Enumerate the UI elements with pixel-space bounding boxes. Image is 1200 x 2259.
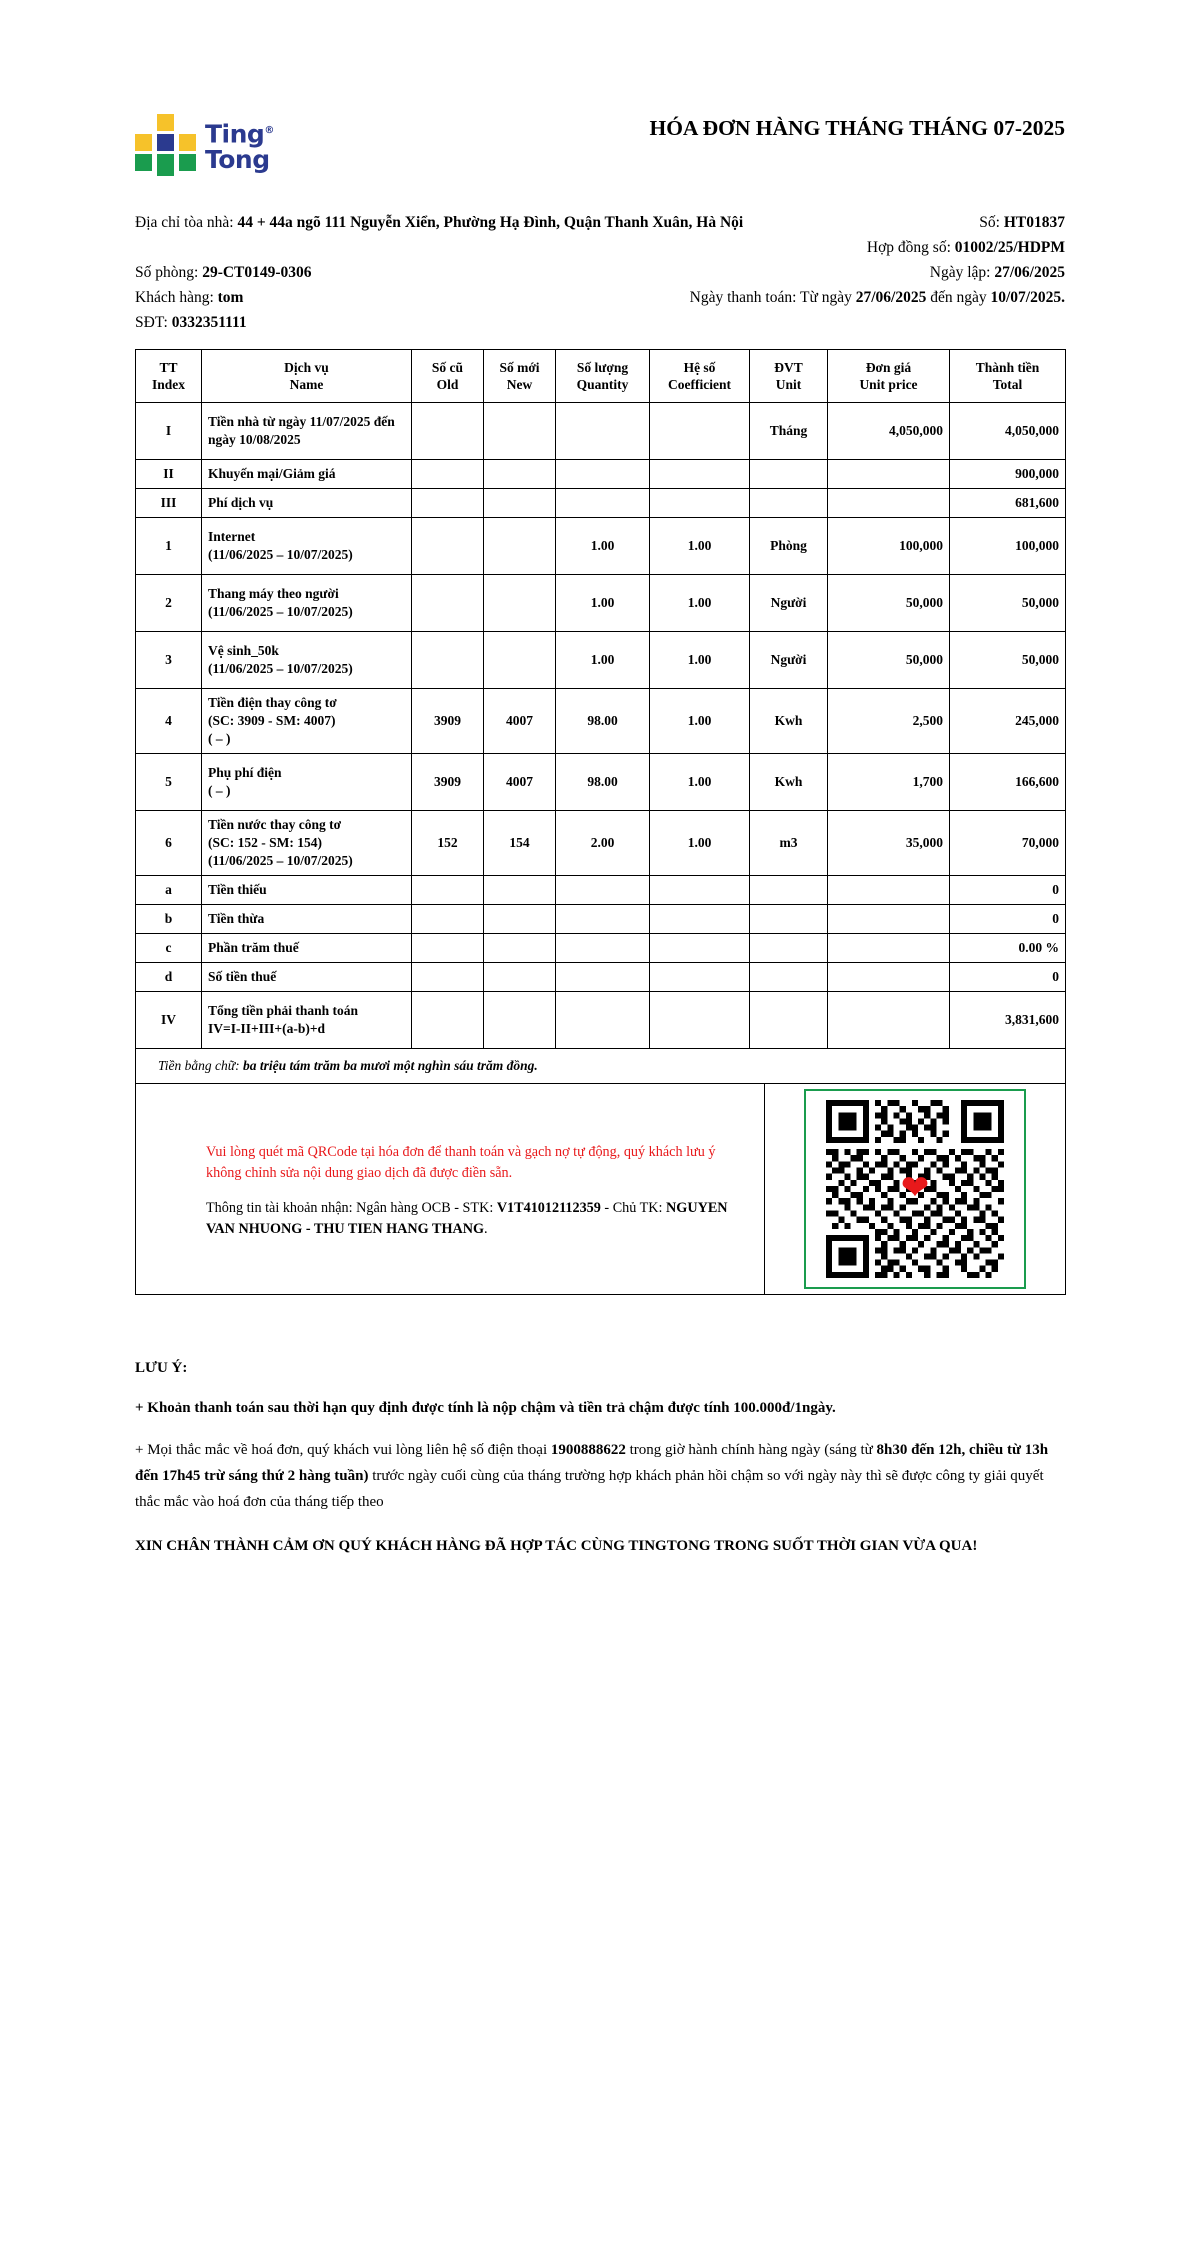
cell-unit xyxy=(750,963,828,992)
hotline-number: 1900888622 xyxy=(550,1442,626,1458)
thanks-message: XIN CHÂN THÀNH CẢM ƠN QUÝ KHÁCH HÀNG ĐÃ HỢP TÁC CÙNG TINGTONG TRONG SUỐT THỜI GIAN VỪA QUA! xyxy=(135,1538,978,1554)
cell-old xyxy=(412,992,484,1049)
cell-total: 900,000 xyxy=(950,460,1066,489)
contract-line xyxy=(867,235,1065,260)
cell-quantity xyxy=(556,460,650,489)
cell-unit-price: 4,050,000 xyxy=(828,403,950,460)
phone-line xyxy=(135,310,247,335)
office-hours: 8h30 đến 12h, chiều từ 13h đến 17h45 trừ sáng thứ 2 hàng tuần) xyxy=(135,1442,1049,1484)
cell-coefficient xyxy=(650,403,750,460)
notes-heading: LƯU Ý: xyxy=(135,1360,188,1376)
cell-index: c xyxy=(136,934,202,963)
cell-old: 3909 xyxy=(412,689,484,754)
cell-unit: Phòng xyxy=(750,518,828,575)
created-value: 27/06/2025 xyxy=(994,264,1065,281)
col-name: Dịch vụ Name xyxy=(202,350,412,403)
cell-quantity xyxy=(556,992,650,1049)
page-title: HÓA ĐƠN HÀNG THÁNG THÁNG 07-2025 xyxy=(649,116,1065,140)
cell-coefficient xyxy=(650,876,750,905)
customer-label: Khách hàng: xyxy=(135,289,214,306)
cell-total: 0 xyxy=(950,905,1066,934)
cell-name: Tiền thừa xyxy=(202,905,412,934)
account-prefix: Thông tin tài khoản nhận: Ngân hàng OCB - STK: xyxy=(206,1200,494,1216)
cell-new xyxy=(484,518,556,575)
cell-total: 100,000 xyxy=(950,518,1066,575)
cell-unit: Kwh xyxy=(750,754,828,811)
created-label: Ngày lập: xyxy=(929,264,991,281)
cell-name: Internet (11/06/2025 – 10/07/2025) xyxy=(202,518,412,575)
cell-name: Tiền điện thay công tơ (SC: 3909 - SM: 4007) ( – ) xyxy=(202,689,412,754)
table-row xyxy=(136,934,1066,963)
cell-index: II xyxy=(136,460,202,489)
registered-mark: ® xyxy=(264,125,274,137)
col-index: TT Index xyxy=(136,350,202,403)
col-quantity: Số lượng Quantity xyxy=(556,350,650,403)
payment-info xyxy=(136,1084,764,1294)
table-row xyxy=(136,689,1066,754)
cell-quantity xyxy=(556,905,650,934)
cell-unit: Tháng xyxy=(750,403,828,460)
cell-index: 3 xyxy=(136,632,202,689)
qr-container xyxy=(764,1084,1065,1294)
invoice-meta xyxy=(135,210,1065,335)
notes-section xyxy=(135,1355,1065,1560)
note-line-1: + Khoản thanh toán sau thời hạn quy định được tính là nộp chậm và tiền trả chậm được tính 100.000đ/1ngày. xyxy=(135,1400,836,1416)
col-unit-price: Đơn giá Unit price xyxy=(828,350,950,403)
cell-unit-price: 1,700 xyxy=(828,754,950,811)
cell-unit xyxy=(750,460,828,489)
cell-unit-price xyxy=(828,934,950,963)
cell-coefficient: 1.00 xyxy=(650,632,750,689)
cell-coefficient: 1.00 xyxy=(650,575,750,632)
table-row xyxy=(136,992,1066,1049)
qr-code-icon[interactable] xyxy=(826,1100,1004,1278)
cell-unit-price: 50,000 xyxy=(828,632,950,689)
cell-old xyxy=(412,489,484,518)
cell-old xyxy=(412,575,484,632)
col-new: Số mới New xyxy=(484,350,556,403)
amount-in-words-value: ba triệu tám trăm ba mươi một nghìn sáu trăm đồng. xyxy=(242,1058,538,1073)
invoice-no-line xyxy=(979,210,1065,235)
cell-quantity xyxy=(556,876,650,905)
cell-unit xyxy=(750,489,828,518)
room-value: 29-CT0149-0306 xyxy=(202,264,312,281)
account-mid: - Chủ TK: xyxy=(604,1200,663,1216)
payment-row xyxy=(136,1084,1066,1295)
cell-new xyxy=(484,489,556,518)
payment-date-label: Ngày thanh toán: Từ ngày xyxy=(689,289,852,306)
cell-coefficient xyxy=(650,963,750,992)
room-label: Số phòng: xyxy=(135,264,199,281)
cell-name: Thang máy theo người (11/06/2025 – 10/07/2025) xyxy=(202,575,412,632)
cell-name: Tiền nhà từ ngày 11/07/2025 đến ngày 10/08/2025 xyxy=(202,403,412,460)
qr-note: Vui lòng quét mã QRCode tại hóa đơn để thanh toán và gạch nợ tự động, quý khách lưu ý không chỉnh sửa nội dung giao dịch đã được điền sẵn. xyxy=(206,1144,716,1181)
cell-quantity: 2.00 xyxy=(556,811,650,876)
table-row xyxy=(136,905,1066,934)
payment-date-to: 10/07/2025. xyxy=(990,289,1065,306)
room-line xyxy=(135,260,312,285)
payment-date-mid: đến ngày xyxy=(930,289,987,306)
table-row xyxy=(136,489,1066,518)
cell-old xyxy=(412,460,484,489)
brand-logo xyxy=(135,100,274,176)
cell-unit xyxy=(750,905,828,934)
cell-coefficient: 1.00 xyxy=(650,518,750,575)
cell-index: b xyxy=(136,905,202,934)
phone-label: SĐT: xyxy=(135,314,168,331)
cell-coefficient xyxy=(650,992,750,1049)
note-line-2c: trước ngày cuối cùng của tháng trường hợp khách phản hồi chậm so với ngày này thì sẽ được công ty giải quyết thắc mắc vào hoá đơn của tháng tiếp theo xyxy=(135,1468,1044,1510)
cell-index: IV xyxy=(136,992,202,1049)
cell-unit-price xyxy=(828,876,950,905)
table-row xyxy=(136,754,1066,811)
cell-total: 3,831,600 xyxy=(950,992,1066,1049)
cell-name: Phụ phí điện ( – ) xyxy=(202,754,412,811)
cell-quantity: 1.00 xyxy=(556,632,650,689)
table-row xyxy=(136,876,1066,905)
address-value: 44 + 44a ngõ 111 Nguyễn Xiển, Phường Hạ Đình, Quận Thanh Xuân, Hà Nội xyxy=(237,214,744,231)
cell-unit: Người xyxy=(750,575,828,632)
table-row xyxy=(136,518,1066,575)
account-suffix: . xyxy=(484,1221,488,1237)
cell-old xyxy=(412,632,484,689)
cell-total: 245,000 xyxy=(950,689,1066,754)
cell-new: 154 xyxy=(484,811,556,876)
cell-index: 4 xyxy=(136,689,202,754)
cell-new xyxy=(484,460,556,489)
brand-name-line2: Tong xyxy=(205,144,270,174)
cell-unit-price: 35,000 xyxy=(828,811,950,876)
invoice-no-label: Số: xyxy=(979,214,1000,231)
cell-unit: Người xyxy=(750,632,828,689)
cell-new: 4007 xyxy=(484,689,556,754)
cell-new xyxy=(484,575,556,632)
cell-name: Tổng tiền phải thanh toán IV=I-II+III+(a-b)+d xyxy=(202,992,412,1049)
cell-name: Vệ sinh_50k (11/06/2025 – 10/07/2025) xyxy=(202,632,412,689)
account-info xyxy=(206,1198,746,1240)
col-unit: ĐVT Unit xyxy=(750,350,828,403)
tingtong-logo-icon xyxy=(135,114,197,176)
cell-index: a xyxy=(136,876,202,905)
cell-total: 50,000 xyxy=(950,632,1066,689)
cell-unit-price xyxy=(828,905,950,934)
cell-coefficient: 1.00 xyxy=(650,811,750,876)
cell-unit xyxy=(750,934,828,963)
cell-unit-price xyxy=(828,992,950,1049)
invoice-table xyxy=(135,349,1066,1295)
cell-quantity xyxy=(556,934,650,963)
cell-new xyxy=(484,934,556,963)
cell-unit-price xyxy=(828,489,950,518)
cell-coefficient: 1.00 xyxy=(650,754,750,811)
col-old: Số cũ Old xyxy=(412,350,484,403)
cell-quantity: 98.00 xyxy=(556,689,650,754)
address-line xyxy=(135,210,743,235)
cell-unit-price: 100,000 xyxy=(828,518,950,575)
cell-index: 1 xyxy=(136,518,202,575)
cell-index: 2 xyxy=(136,575,202,632)
cell-new: 4007 xyxy=(484,754,556,811)
cell-old xyxy=(412,905,484,934)
cell-coefficient: 1.00 xyxy=(650,689,750,754)
cell-quantity xyxy=(556,403,650,460)
table-row xyxy=(136,811,1066,876)
cell-name: Phần trăm thuế xyxy=(202,934,412,963)
cell-index: d xyxy=(136,963,202,992)
contract-label: Hợp đồng số: xyxy=(866,239,951,256)
cell-quantity: 1.00 xyxy=(556,518,650,575)
amount-in-words-label: Tiền bằng chữ: xyxy=(158,1058,240,1073)
invoice-no-value: HT01837 xyxy=(1003,214,1065,231)
cell-index: I xyxy=(136,403,202,460)
account-holder: NGUYEN VAN NHUONG - THU TIEN HANG THANG xyxy=(206,1200,728,1237)
amount-in-words-row xyxy=(136,1049,1066,1084)
cell-name: Khuyến mại/Giảm giá xyxy=(202,460,412,489)
cell-total: 0.00 % xyxy=(950,934,1066,963)
col-coefficient: Hệ số Coefficient xyxy=(650,350,750,403)
cell-new xyxy=(484,963,556,992)
cell-total: 0 xyxy=(950,876,1066,905)
cell-unit-price: 2,500 xyxy=(828,689,950,754)
customer-value: tom xyxy=(217,289,244,306)
cell-old: 152 xyxy=(412,811,484,876)
cell-total: 166,600 xyxy=(950,754,1066,811)
cell-total: 4,050,000 xyxy=(950,403,1066,460)
cell-coefficient xyxy=(650,489,750,518)
cell-new xyxy=(484,905,556,934)
cell-old xyxy=(412,934,484,963)
cell-quantity xyxy=(556,963,650,992)
table-body xyxy=(136,403,1066,1049)
cell-unit: Kwh xyxy=(750,689,828,754)
brand-name-line1: Ting xyxy=(205,119,265,149)
cell-quantity: 1.00 xyxy=(556,575,650,632)
cell-total: 0 xyxy=(950,963,1066,992)
col-total: Thành tiền Total xyxy=(950,350,1066,403)
cell-unit: m3 xyxy=(750,811,828,876)
cell-unit-price xyxy=(828,963,950,992)
cell-coefficient xyxy=(650,905,750,934)
cell-unit-price xyxy=(828,460,950,489)
cell-coefficient xyxy=(650,460,750,489)
cell-new xyxy=(484,876,556,905)
table-header-row xyxy=(136,350,1066,403)
cell-name: Tiền thiếu xyxy=(202,876,412,905)
cell-new xyxy=(484,403,556,460)
cell-unit xyxy=(750,992,828,1049)
cell-quantity: 98.00 xyxy=(556,754,650,811)
contract-value: 01002/25/HDPM xyxy=(954,239,1065,256)
cell-old: 3909 xyxy=(412,754,484,811)
invoice-header xyxy=(135,100,1065,176)
note-line-2a: + Mọi thắc mắc về hoá đơn, quý khách vui lòng liên hệ số điện thoại xyxy=(135,1442,548,1458)
cell-name: Tiền nước thay công tơ (SC: 152 - SM: 154) (11/06/2025 – 10/07/2025) xyxy=(202,811,412,876)
note-line-2 xyxy=(135,1437,1065,1515)
cell-index: 6 xyxy=(136,811,202,876)
payment-date-from: 27/06/2025 xyxy=(855,289,927,306)
cell-index: 5 xyxy=(136,754,202,811)
cell-name: Phí dịch vụ xyxy=(202,489,412,518)
address-label: Địa chỉ tòa nhà: xyxy=(135,214,234,231)
cell-coefficient xyxy=(650,934,750,963)
table-row xyxy=(136,403,1066,460)
created-line xyxy=(930,260,1065,285)
cell-total: 681,600 xyxy=(950,489,1066,518)
cell-unit-price: 50,000 xyxy=(828,575,950,632)
table-row xyxy=(136,575,1066,632)
cell-name: Số tiền thuế xyxy=(202,963,412,992)
cell-unit xyxy=(750,876,828,905)
table-row xyxy=(136,632,1066,689)
cell-new xyxy=(484,632,556,689)
brand-wordmark xyxy=(205,118,274,174)
heart-icon: ❤ xyxy=(900,1170,930,1207)
qr-frame xyxy=(804,1089,1026,1289)
amount-in-words xyxy=(136,1049,1066,1084)
phone-value: 0332351111 xyxy=(171,314,247,331)
cell-old xyxy=(412,518,484,575)
payment-date-line xyxy=(690,285,1065,310)
cell-old xyxy=(412,963,484,992)
account-number: V1T41012112359 xyxy=(496,1200,601,1216)
cell-index: III xyxy=(136,489,202,518)
customer-line xyxy=(135,285,243,310)
table-row xyxy=(136,963,1066,992)
note-line-2b: trong giờ hành chính hàng ngày (sáng từ xyxy=(629,1442,873,1458)
cell-new xyxy=(484,992,556,1049)
cell-quantity xyxy=(556,489,650,518)
table-row xyxy=(136,460,1066,489)
cell-total: 70,000 xyxy=(950,811,1066,876)
cell-old xyxy=(412,876,484,905)
cell-total: 50,000 xyxy=(950,575,1066,632)
cell-old xyxy=(412,403,484,460)
